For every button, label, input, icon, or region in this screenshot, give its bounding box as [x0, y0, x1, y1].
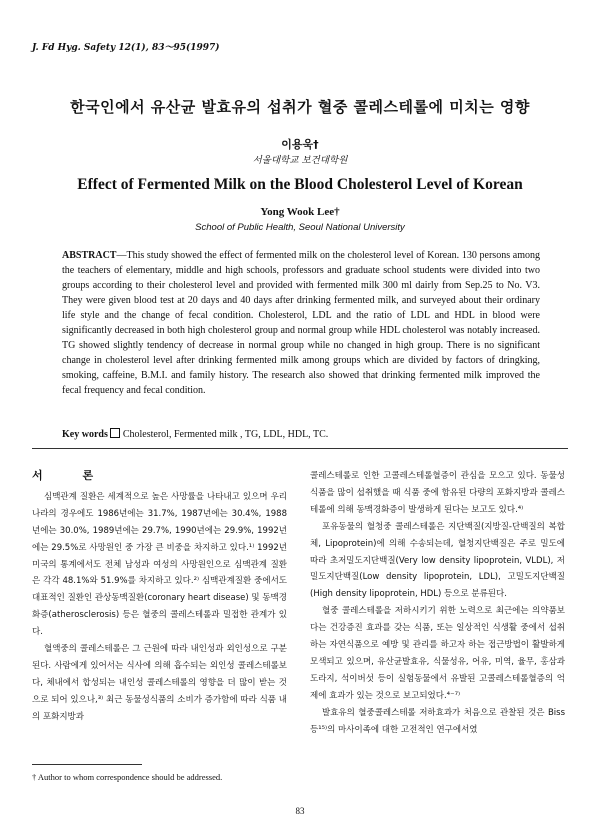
- right-column: [310, 468, 565, 739]
- korean-author: 이용욱†: [281, 138, 319, 151]
- korean-title: 한국인에서 유산균 발효유의 섭취가 혈중 콜레스테롤에 미치는 영향: [70, 98, 530, 116]
- footnote-divider: [32, 764, 142, 765]
- intro-paragraph-3: 콜레스테롤로 인한 고콜레스테롤혈증이 관심을 모으고 있다. 동물성 식품을 많이 섭취했을 때 식품 중에 함유된 다량의 포화지방과 콜레스테롤에 의해 동맥경화증이 발생하게 된다는 보고도 있다.⁴⁾: [310, 471, 565, 515]
- intro-paragraph-5: 혈중 콜레스테롤을 저하시키기 위한 노력으로 최근에는 의약품보다는 건강증진 효과를 갖는 식품, 또는 일상적인 식생활 중에서 섭취하는 자연식품으로 예방 및 관리를 하고자 하는 접근방법이 활발하게 모색되고 있으며, 유산균발효유, 식물성유, 어유, 미역, 율무, 홍삼과 도라지, 석이버섯 등이 실험동물에서 유발된 고콜레스테롤혈증의 억제에 효과가 있는 것으로 보고되었다.⁴⁻⁷⁾: [310, 606, 565, 701]
- divider: [32, 448, 568, 449]
- abstract-text: —This study showed the effect of fermented milk on the cholesterol level of Korean. 130 persons among the teachers of elementary, middle and high schools, professors and graduate school students were divided into two groups according to their cholesterol level and provided with fermented milk 300 ml dairly from Sep.25 to No. V3. They were given blood test at 20 days and 40 days after drinking fermented milk, and surveyed about their ordinary life style and the change of fecal condition. Cholesterol, LDL and the ratio of LDL and HDL in blood were significantly decreased in both high cholesterol group and normal group while HDL cholesterol was notably increased. TG showed slightly tendency of decrease in normal group while no changed in high group. There is no significant change in cholesterol level after drinking fermented milk among groups which are divided by factors of dringking, smoking, caffeine, B.M.I. and family history. The research also showed that drinking fermented milk improved the fecal frequency and fecal condition.: [62, 250, 540, 397]
- abstract: [62, 248, 540, 398]
- section-heading: 서 론: [32, 469, 112, 482]
- left-column: [32, 468, 287, 726]
- english-title: Effect of Fermented Milk on the Blood Cholesterol Level of Korean: [77, 176, 523, 193]
- korean-affiliation: 서울대학교 보건대학원: [252, 155, 348, 166]
- english-affiliation: School of Public Health, Seoul National University: [195, 222, 405, 233]
- journal-citation: J. Fd Hyg. Safety 12(1), 83～95(1997): [32, 43, 220, 53]
- intro-paragraph-1: 심맥관계 질환은 세계적으로 높은 사망률을 나타내고 있으며 우리나라의 경우에도 1986년에는 31.7%, 1987년에는 30.4%, 1988년에는 30.0%, 1989년에는 29.7%, 1990년에는 29.9%, 1992년에는 29.5%로 사망원인 중 가장 큰 비중을 차지하고 있다.¹⁾ 1992년 미국의 통계에서도 전체 남성과 여성의 사망원인으로 심맥관계 질환은 각각 48.1%와 51.9%를 차지하고 있다.²⁾ 심맥관계질환 중에서도 대표적인 질환인 관상동맥질환(coronary heart disease) 및 동맥경화증(atherosclerosis) 등은 혈중의 콜레스테롤과 밀접한 관계가 있다.: [32, 491, 287, 638]
- english-author: Yong Wook Lee†: [260, 206, 340, 218]
- intro-paragraph-4: 포유동물의 혈청중 콜레스테롤은 지단백질(지방질-단백질의 복합체, Lipoprotein)에 의해 수송되는데, 혈청지단백질은 주로 밀도에 따라 초저밀도지단백질(Very low density lipoprotein, VLDL), 저밀도지단백질(Low density lipoprotein, LDL), 고밀도지단백질(High density lipoprotein, HDL) 등으로 분류된다.: [310, 521, 565, 600]
- keywords-label: Key words: [62, 429, 108, 440]
- page-number: 83: [295, 806, 305, 816]
- keywords: [62, 428, 540, 440]
- intro-paragraph-2: 혈액중의 콜레스테롤은 그 근원에 따라 내인성과 외인성으로 구분된다. 사람에게 있어서는 식사에 의해 흡수되는 외인성 콜레스테롤보다, 체내에서 합성되는 내인성 콜레스테롤의 영향을 더 많이 받는 것으로 되어 있으나,³⁾ 최근 동물성식품의 소비가 증가함에 따라 식품 내의 포화지방과: [32, 644, 287, 722]
- checkbox-icon: [110, 428, 120, 438]
- footnote: † Author to whom correspondence should be addressed.: [32, 772, 223, 782]
- intro-paragraph-6: 발효유의 혈중콜레스테롤 저하효과가 처음으로 관찰된 것은 Biss 등¹⁵⁾의 마사이족에 대한 고전적인 연구에서였: [310, 707, 565, 735]
- abstract-label: ABSTRACT: [62, 250, 117, 261]
- keywords-text: Cholesterol, Fermented milk , TG, LDL, HDL, TC.: [122, 429, 329, 440]
